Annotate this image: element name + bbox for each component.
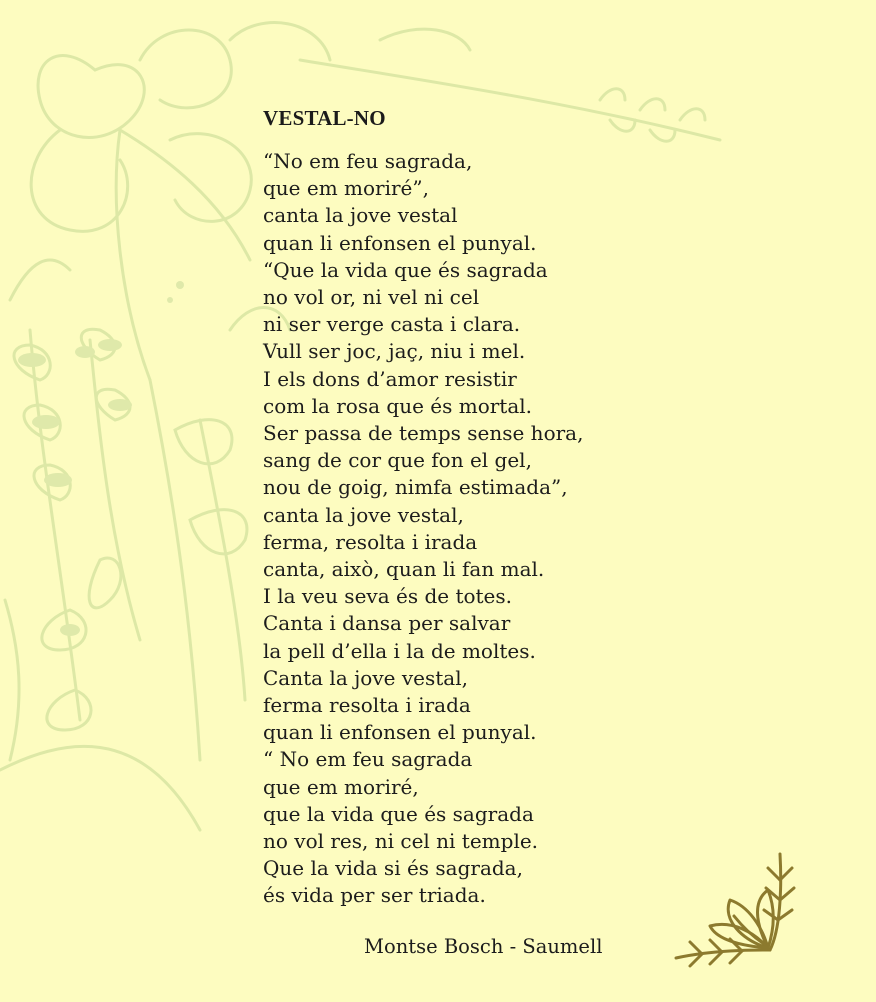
poem-author: Montse Bosch - Saumell <box>364 935 603 958</box>
poem-line: quan li enfonsen el punyal. <box>263 230 537 255</box>
poem-title: VESTAL-NO <box>263 106 386 130</box>
poem-line: és vida per ser triada. <box>263 883 486 908</box>
poem-line: no vol res, ni cel ni temple. <box>263 829 539 854</box>
poem-line: que em moriré”, <box>263 176 429 201</box>
poem-line: ferma, resolta i irada <box>263 529 478 554</box>
poem-line: Canta i dansa per salvar <box>263 611 511 636</box>
poem-line: “No em feu sagrada, <box>263 149 473 173</box>
poem-line: “Que la vida que és sagrada <box>263 257 548 282</box>
poem-line: quan li enfonsen el punyal. <box>263 720 537 745</box>
poem-line: que em moriré, <box>263 774 419 799</box>
poem-line: ferma resolta i irada <box>263 693 471 718</box>
poem-line: I els dons d’amor resistir <box>263 366 517 391</box>
poem-line: canta la jove vestal <box>263 203 458 228</box>
poem-line: que la vida que és sagrada <box>263 801 534 826</box>
poem-line: Vull ser joc, jaç, niu i mel. <box>263 339 526 364</box>
poem-line: sang de cor que fon el gel, <box>263 448 532 473</box>
poem-body <box>263 148 583 910</box>
poem-line: Ser passa de temps sense hora, <box>263 421 584 446</box>
poem-line: nou de goig, nimfa estimada”, <box>263 475 568 500</box>
poem-line: com la rosa que és mortal. <box>263 393 533 418</box>
poem-line: I la veu seva és de totes. <box>263 584 513 609</box>
leaf-sprig-icon <box>672 850 802 972</box>
poem-line: no vol or, ni vel ni cel <box>263 285 480 310</box>
poem-line: canta, això, quan li fan mal. <box>263 557 545 582</box>
poem-line: Canta la jove vestal, <box>263 665 468 690</box>
poem-line: “ No em feu sagrada <box>263 747 473 772</box>
poem-line: la pell d’ella i la de moltes. <box>263 638 536 663</box>
poem-line: Que la vida si és sagrada, <box>263 856 523 881</box>
poem-line: ni ser verge casta i clara. <box>263 312 521 337</box>
poem-line: canta la jove vestal, <box>263 502 464 527</box>
